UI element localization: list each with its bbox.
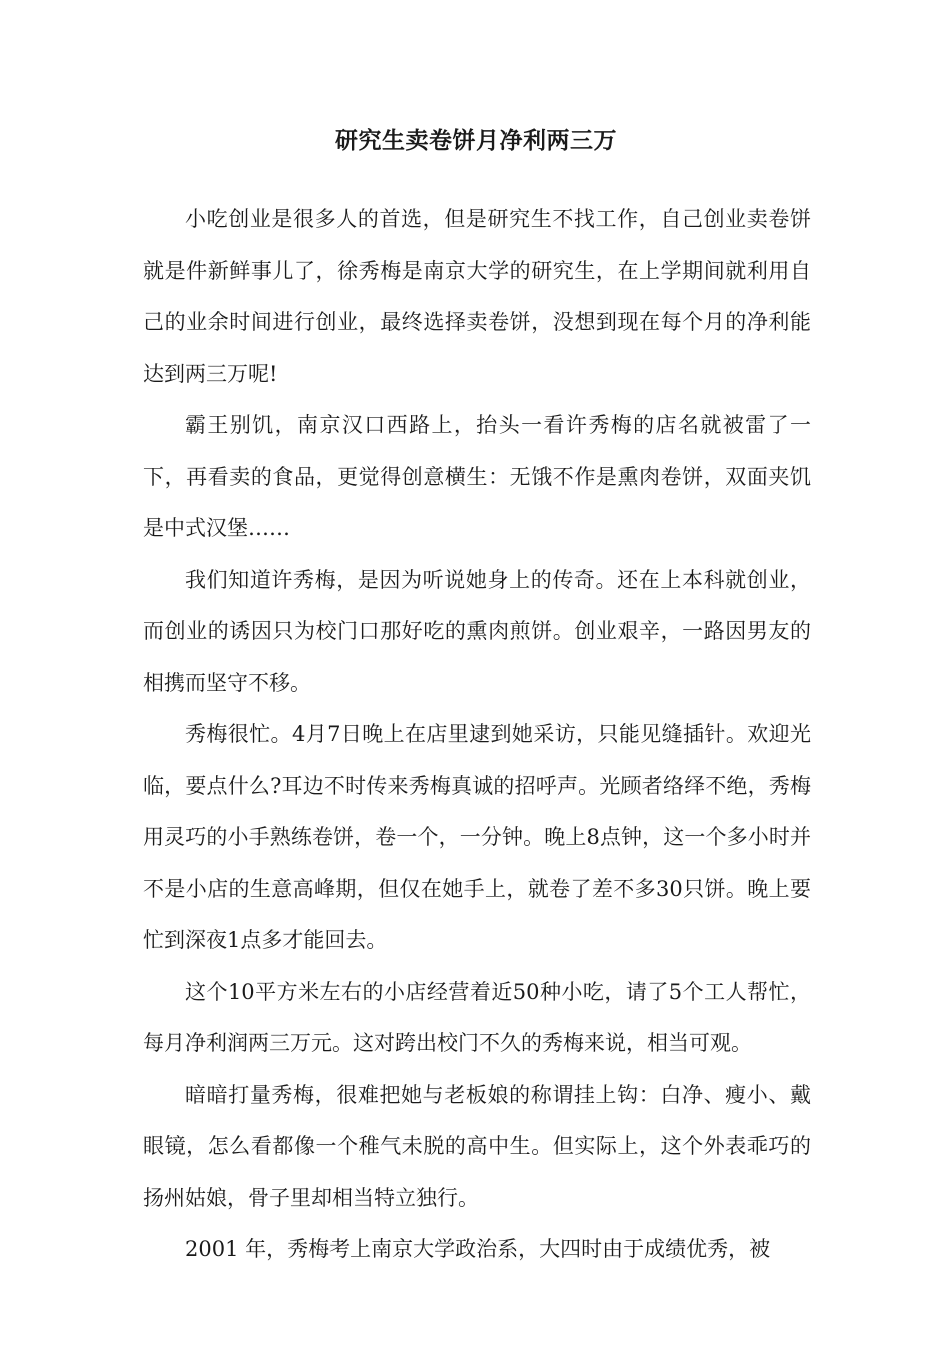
document-title: 研究生卖卷饼月净利两三万 (335, 127, 617, 154)
paragraph: 霸王别饥，南京汉口西路上，抬头一看许秀梅的店名就被雷了一下，再看卖的食品，更觉得创意横生：无饿不作是熏肉卷饼，双面夹饥是中式汉堡…… (143, 413, 811, 540)
paragraph: 暗暗打量秀梅，很难把她与老板娘的称谓挂上钩：白净、瘦小、戴眼镜，怎么看都像一个稚气未脱的高中生。但实际上，这个外表乖巧的扬州姑娘，骨子里却相当特立独行。 (143, 1082, 811, 1210)
paragraph: 这个10平方米左右的小店经营着近50种小吃，请了5个工人帮忙，每月净利润两三万元。这对跨出校门不久的秀梅来说，相当可观。 (143, 979, 811, 1055)
paragraph: 秀梅很忙。4月7日晚上在店里逮到她采访，只能见缝插针。欢迎光临，要点什么?耳边不时传来秀梅真诚的招呼声。光顾者络绎不绝，秀梅用灵巧的小手熟练卷饼，卷一个，一分钟。晚上8点钟，这一个多小时并不是小店的生意高峰期，但仅在她手上，就卷了差不多30只饼。晚上要忙到深夜1点多才能回去。 (143, 722, 811, 952)
paragraph: 2001 年，秀梅考上南京大学政治系，大四时由于成绩优秀，被 (185, 1237, 771, 1261)
paragraph: 我们知道许秀梅，是因为听说她身上的传奇。还在上本科就创业，而创业的诱因只为校门口那好吃的熏肉煎饼。创业艰辛，一路因男友的相携而坚守不移。 (143, 567, 811, 695)
paragraph: 小吃创业是很多人的首选，但是研究生不找工作，自己创业卖卷饼就是件新鲜事儿了，徐秀梅是南京大学的研究生，在上学期间就利用自己的业余时间进行创业，最终选择卖卷饼，没想到现在每个月的净利能达到两三万呢! (143, 207, 811, 386)
document-body (143, 194, 811, 1276)
